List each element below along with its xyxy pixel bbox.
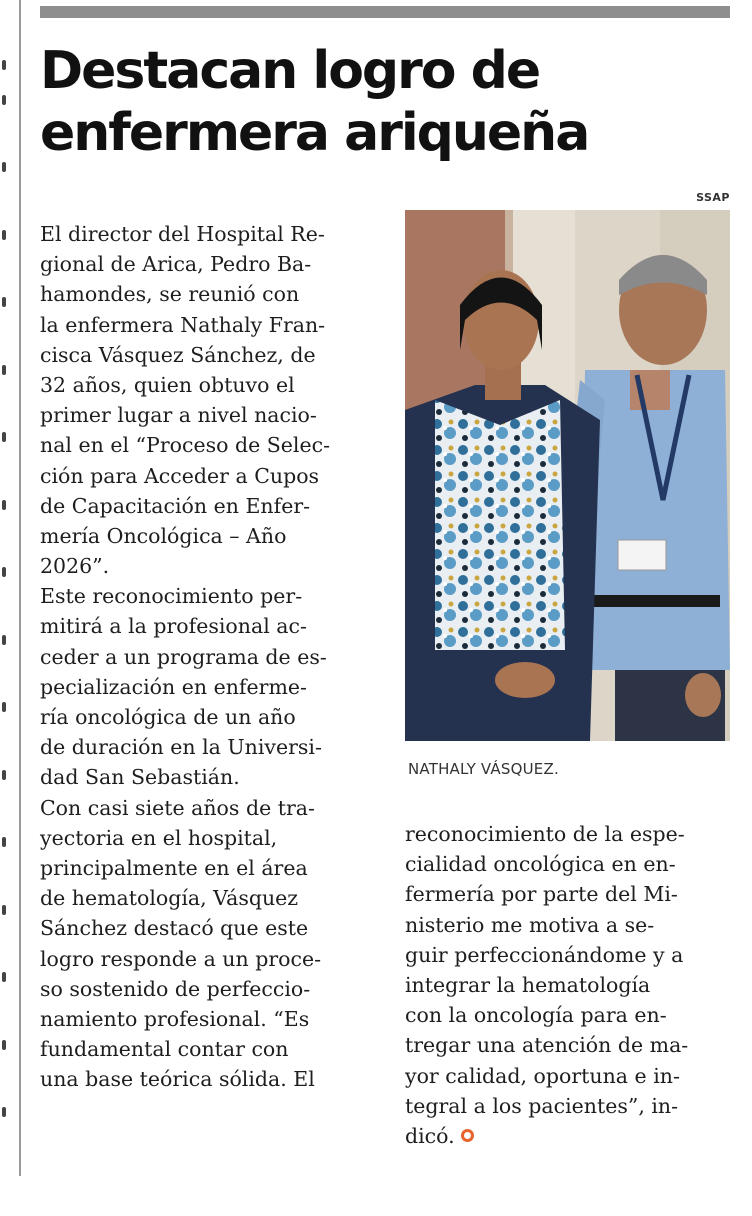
body-line: gional de Arica, Pedro Ba- [40, 252, 312, 277]
body-line: Este reconocimiento per- [40, 584, 303, 609]
body-line: de duración en la Universi- [40, 735, 322, 760]
body-line: 32 años, quien obtuvo el [40, 372, 295, 397]
body-line: so sostenido de perfeccio- [40, 976, 311, 1001]
body-line: ría oncológica de un año [40, 705, 296, 729]
body-line: namiento profesional. “Es [40, 1006, 310, 1031]
body-line: nisterio me motiva a se- [405, 912, 655, 937]
body-line: 2026”. [40, 554, 110, 579]
body-line: El director del Hospital Re- [40, 222, 325, 246]
body-line: fundamental contar con [40, 1037, 289, 1062]
body-line: de Capacitación en Enfer- [40, 493, 311, 518]
body-line: la enfermera Nathaly Fran- [40, 312, 326, 337]
body-line-last [405, 1121, 735, 1151]
body-line: con la oncología para en- [405, 1003, 667, 1028]
column-divider [19, 0, 21, 1176]
headline-line: enfermera ariqueña [40, 103, 589, 163]
body-line: dad San Sebastián. [40, 765, 240, 790]
body-line: integrar la hematología [405, 972, 651, 997]
body-line: de hematología, Vásquez [40, 886, 299, 911]
photo-credit: SSAP [696, 191, 730, 204]
adjacent-column-edge [0, 0, 10, 1180]
body-line: nal en el “Proceso de Selec- [40, 433, 331, 458]
body-line: ceder a un programa de es- [40, 644, 327, 669]
photo-caption: NATHALY VÁSQUEZ. [408, 760, 559, 778]
body-line: fermería por parte del Mi- [405, 882, 678, 907]
body-line: cialidad oncológica en en- [405, 852, 676, 877]
body-line: tregar una atención de ma- [405, 1033, 689, 1058]
body-line: Sánchez destacó que este [40, 916, 309, 941]
body-line: reconocimiento de la espe- [405, 822, 685, 846]
body-line: hamondes, se reunió con [40, 282, 300, 307]
body-line: yectoria en el hospital, [40, 825, 278, 850]
body-line: guir perfeccionándome y a [405, 942, 684, 967]
body-line: una base teórica sólida. El [40, 1067, 315, 1092]
body-line: pecialización en enferme- [40, 674, 307, 699]
body-line: Con casi siete años de tra- [40, 795, 315, 820]
end-of-article-circle-icon [461, 1129, 474, 1142]
body-line: principalmente en el área [40, 855, 308, 880]
body-line: mitirá a la profesional ac- [40, 614, 307, 639]
body-line: yor calidad, oportuna e in- [405, 1063, 680, 1088]
body-line: cisca Vásquez Sánchez, de [40, 342, 316, 367]
section-top-bar [40, 6, 730, 18]
headline-line: Destacan logro de [40, 41, 540, 101]
article-photo [405, 210, 730, 741]
body-column-left [40, 219, 370, 1094]
body-line: tegral a los pacientes”, in- [405, 1093, 679, 1118]
article-photo-illustration [405, 210, 730, 741]
body-line: ción para Acceder a Cupos [40, 463, 320, 488]
body-line: mería Oncológica – Año [40, 523, 287, 548]
body-line: logro responde a un proce- [40, 946, 322, 971]
article-headline [40, 40, 730, 164]
body-column-right [405, 819, 735, 1151]
body-line-text: dicó. [405, 1123, 455, 1148]
body-line: primer lugar a nivel nacio- [40, 403, 317, 428]
